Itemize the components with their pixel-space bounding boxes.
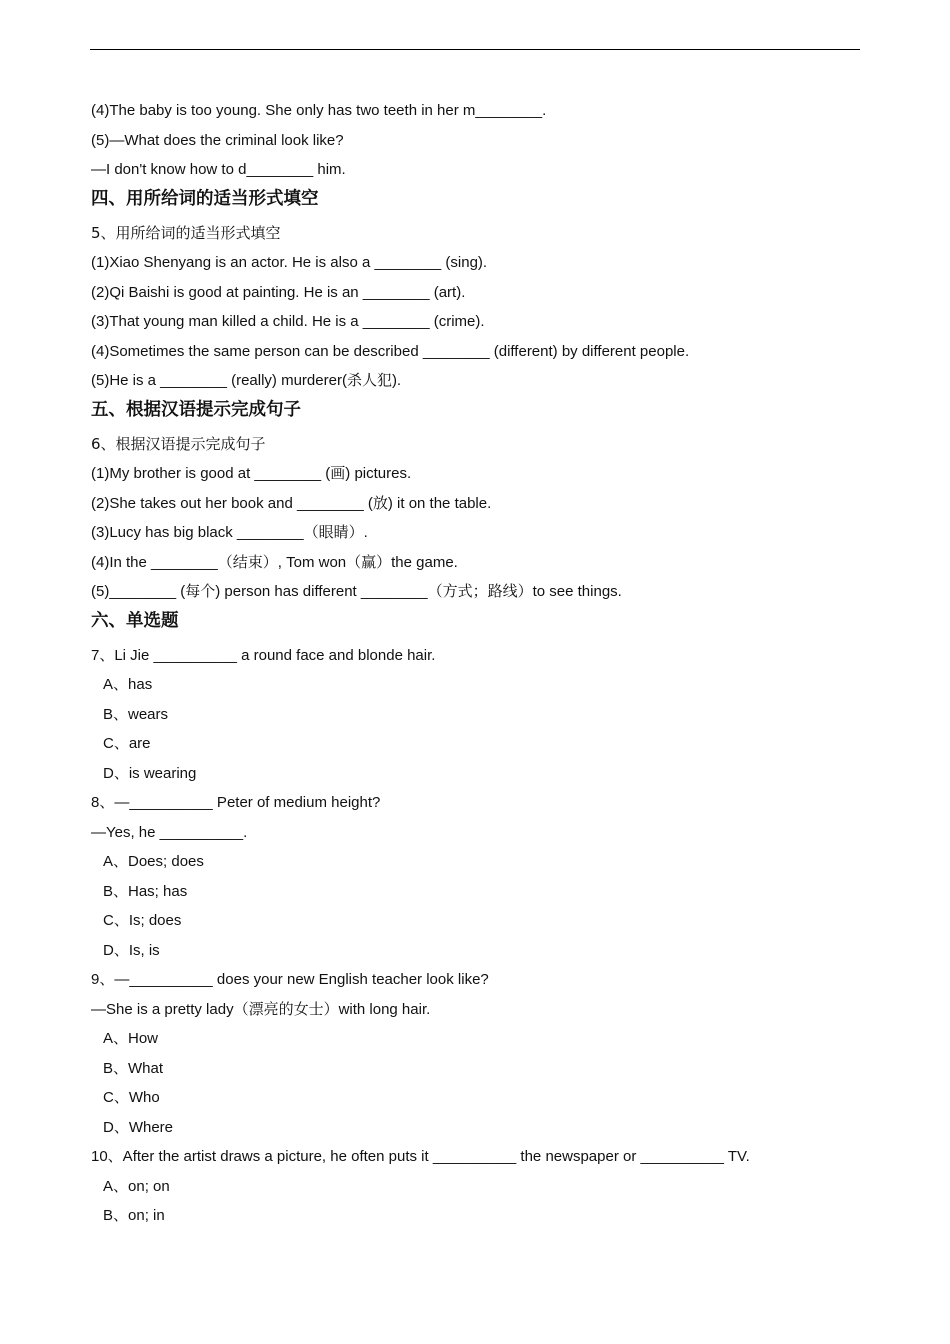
question-8-stem-reply: —Yes, he __________. — [91, 823, 248, 841]
question-6-item: (5)________ (每个) person has different ________（方式；路线）to see things. — [91, 583, 622, 600]
question-9-option-a[interactable]: A、How — [103, 1030, 159, 1047]
question-5-item: (5)He is a ________ (really) murderer(杀人犯). — [91, 372, 402, 389]
question-4-5-answer: —I don't know how to d________ him. — [91, 161, 346, 178]
question-7-stem: 7、Li Jie __________ a round face and blonde hair. — [91, 646, 436, 664]
question-9-stem: 9、—__________ does your new English teacher look like? — [91, 971, 489, 988]
header-rule — [90, 49, 860, 50]
question-5-stem: 5、用所给词的适当形式填空 — [91, 223, 281, 242]
question-10-option-b[interactable]: B、on; in — [103, 1207, 165, 1224]
question-8-option-c[interactable]: C、Is; does — [103, 912, 182, 929]
question-5-item: (3)That young man killed a child. He is a ________ (crime). — [91, 313, 485, 330]
question-7-option-b[interactable]: B、wears — [103, 705, 169, 723]
question-8-option-b[interactable]: B、Has; has — [103, 882, 188, 900]
question-9-option-d[interactable]: D、Where — [103, 1118, 174, 1136]
question-6-item: (3)Lucy has big black ________（眼睛）. — [91, 524, 368, 541]
question-7-option-c[interactable]: C、are — [103, 735, 151, 752]
question-9-option-b[interactable]: B、What — [103, 1059, 164, 1077]
question-10-stem: 10、After the artist draws a picture, he often puts it __________ the newspaper or __________ TV. — [91, 1148, 750, 1165]
question-5-item: (1)Xiao Shenyang is an actor. He is also a ________ (sing). — [91, 254, 488, 271]
question-4-5-stem: (5)—What does the criminal look like? — [91, 131, 344, 149]
question-8-option-a[interactable]: A、Does; does — [103, 853, 204, 870]
question-5-item: (4)Sometimes the same person can be described ________ (different) by different people. — [91, 342, 690, 360]
question-6-item: (2)She takes out her book and ________ (放) it on the table. — [91, 494, 492, 512]
question-8-option-d[interactable]: D、Is, is — [103, 941, 160, 959]
question-10-option-a[interactable]: A、on; on — [103, 1177, 170, 1195]
question-9-option-c[interactable]: C、Who — [103, 1089, 160, 1106]
section-5-heading: 五、根据汉语提示完成句子 — [91, 399, 301, 420]
question-8-stem: 8、—__________ Peter of medium height? — [91, 794, 381, 811]
question-6-item: (1)My brother is good at ________ (画) pictures. — [91, 465, 412, 482]
question-6-item: (4)In the ________（结束）, Tom won（赢）the game. — [91, 553, 458, 571]
question-7-option-a[interactable]: A、has — [103, 676, 153, 693]
question-9-stem-reply: —She is a pretty lady（漂亮的女士）with long hair. — [91, 1000, 431, 1018]
question-6-stem: 6、根据汉语提示完成句子 — [91, 434, 266, 453]
worksheet-page — [91, 96, 871, 1231]
question-4-4: (4)The baby is too young. She only has two teeth in her m________. — [91, 102, 547, 119]
question-7-option-d[interactable]: D、is wearing — [103, 764, 197, 782]
question-5-item: (2)Qi Baishi is good at painting. He is an ________ (art). — [91, 283, 466, 301]
section-6-heading: 六、单选题 — [91, 610, 179, 631]
section-4-heading: 四、用所给词的适当形式填空 — [91, 188, 319, 209]
